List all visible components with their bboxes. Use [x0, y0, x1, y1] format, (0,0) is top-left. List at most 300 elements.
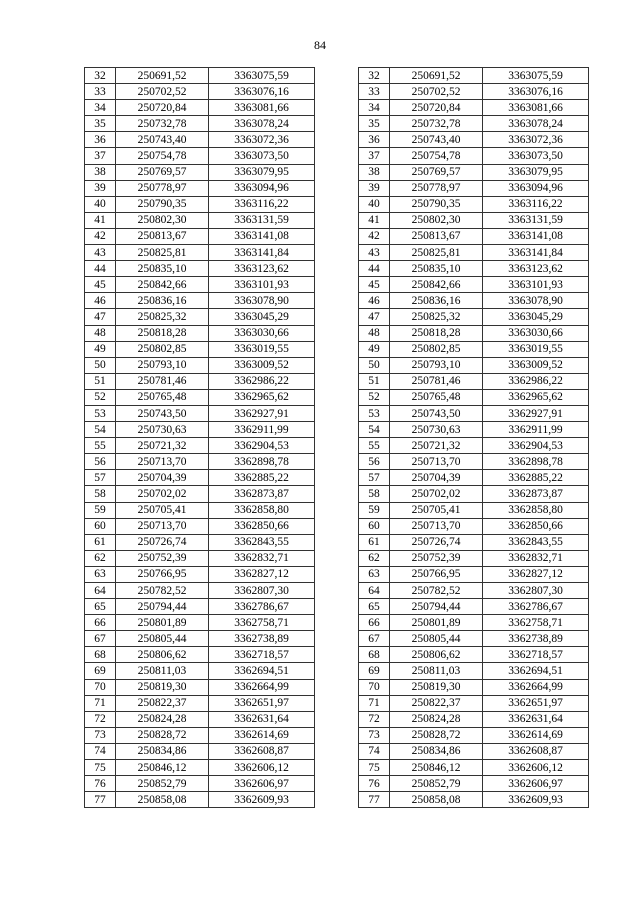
point-number-cell: 70 — [359, 679, 390, 695]
point-number-cell: 34 — [359, 100, 390, 116]
y-coordinate-cell: 3363030,66 — [209, 325, 315, 341]
y-coordinate-cell: 3362832,71 — [209, 550, 315, 566]
table-row — [85, 164, 315, 180]
x-coordinate-cell: 250834,86 — [116, 743, 209, 759]
point-number-cell: 45 — [85, 277, 116, 293]
point-number-cell: 43 — [85, 245, 116, 261]
point-number-cell: 62 — [85, 550, 116, 566]
table-row — [85, 470, 315, 486]
x-coordinate-cell: 250842,66 — [116, 277, 209, 293]
y-coordinate-cell: 3362758,71 — [209, 615, 315, 631]
y-coordinate-cell: 3363081,66 — [483, 100, 589, 116]
x-coordinate-cell: 250713,70 — [116, 518, 209, 534]
table-row — [85, 84, 315, 100]
table-row — [359, 148, 589, 164]
point-number-cell: 63 — [359, 566, 390, 582]
x-coordinate-cell: 250806,62 — [390, 647, 483, 663]
y-coordinate-cell: 3362898,78 — [209, 454, 315, 470]
y-coordinate-cell: 3363101,93 — [483, 277, 589, 293]
y-coordinate-cell: 3363073,50 — [483, 148, 589, 164]
point-number-cell: 36 — [359, 132, 390, 148]
y-coordinate-cell: 3363009,52 — [483, 357, 589, 373]
y-coordinate-cell: 3363076,16 — [209, 84, 315, 100]
table-row — [85, 116, 315, 132]
point-number-cell: 61 — [359, 534, 390, 550]
x-coordinate-cell: 250790,35 — [390, 196, 483, 212]
y-coordinate-cell: 3362718,57 — [483, 647, 589, 663]
y-coordinate-cell: 3362807,30 — [209, 583, 315, 599]
point-number-cell: 40 — [85, 196, 116, 212]
y-coordinate-cell: 3363101,93 — [209, 277, 315, 293]
y-coordinate-cell: 3363045,29 — [209, 309, 315, 325]
x-coordinate-cell: 250752,39 — [390, 550, 483, 566]
point-number-cell: 37 — [85, 148, 116, 164]
table-row — [85, 792, 315, 808]
x-coordinate-cell: 250754,78 — [116, 148, 209, 164]
x-coordinate-cell: 250743,50 — [116, 405, 209, 421]
y-coordinate-cell: 3362904,53 — [483, 438, 589, 454]
table-row — [85, 502, 315, 518]
point-number-cell: 47 — [85, 309, 116, 325]
table-row — [85, 261, 315, 277]
table-row — [359, 373, 589, 389]
point-number-cell: 43 — [359, 245, 390, 261]
table-row — [359, 180, 589, 196]
table-row — [359, 438, 589, 454]
x-coordinate-cell: 250818,28 — [116, 325, 209, 341]
point-number-cell: 47 — [359, 309, 390, 325]
x-coordinate-cell: 250802,30 — [116, 212, 209, 228]
coordinates-table-left — [84, 67, 315, 808]
x-coordinate-cell: 250825,32 — [390, 309, 483, 325]
x-coordinate-cell: 250732,78 — [390, 116, 483, 132]
y-coordinate-cell: 3362832,71 — [483, 550, 589, 566]
x-coordinate-cell: 250781,46 — [390, 373, 483, 389]
point-number-cell: 46 — [85, 293, 116, 309]
y-coordinate-cell: 3362609,93 — [209, 792, 315, 808]
x-coordinate-cell: 250846,12 — [390, 760, 483, 776]
y-coordinate-cell: 3363078,90 — [209, 293, 315, 309]
x-coordinate-cell: 250836,16 — [116, 293, 209, 309]
point-number-cell: 33 — [359, 84, 390, 100]
x-coordinate-cell: 250852,79 — [116, 776, 209, 792]
y-coordinate-cell: 3362843,55 — [209, 534, 315, 550]
x-coordinate-cell: 250793,10 — [116, 357, 209, 373]
y-coordinate-cell: 3363076,16 — [483, 84, 589, 100]
table-row — [85, 180, 315, 196]
x-coordinate-cell: 250802,30 — [390, 212, 483, 228]
x-coordinate-cell: 250813,67 — [116, 228, 209, 244]
point-number-cell: 68 — [85, 647, 116, 663]
y-coordinate-cell: 3363116,22 — [483, 196, 589, 212]
point-number-cell: 36 — [85, 132, 116, 148]
x-coordinate-cell: 250824,28 — [390, 711, 483, 727]
table-row — [85, 245, 315, 261]
point-number-cell: 68 — [359, 647, 390, 663]
y-coordinate-cell: 3362986,22 — [209, 373, 315, 389]
table-row — [85, 373, 315, 389]
x-coordinate-cell: 250811,03 — [390, 663, 483, 679]
x-coordinate-cell: 250702,52 — [390, 84, 483, 100]
y-coordinate-cell: 3362858,80 — [483, 502, 589, 518]
y-coordinate-cell: 3362664,99 — [483, 679, 589, 695]
y-coordinate-cell: 3362614,69 — [483, 727, 589, 743]
table-row — [359, 405, 589, 421]
x-coordinate-cell: 250721,32 — [390, 438, 483, 454]
x-coordinate-cell: 250754,78 — [390, 148, 483, 164]
point-number-cell: 75 — [359, 760, 390, 776]
point-number-cell: 46 — [359, 293, 390, 309]
point-number-cell: 48 — [359, 325, 390, 341]
table-row — [359, 116, 589, 132]
table-row — [85, 615, 315, 631]
y-coordinate-cell: 3363019,55 — [483, 341, 589, 357]
x-coordinate-cell: 250769,57 — [116, 164, 209, 180]
y-coordinate-cell: 3363141,84 — [209, 245, 315, 261]
x-coordinate-cell: 250782,52 — [390, 583, 483, 599]
point-number-cell: 71 — [359, 695, 390, 711]
table-row — [85, 727, 315, 743]
x-coordinate-cell: 250752,39 — [116, 550, 209, 566]
table-row — [359, 325, 589, 341]
point-number-cell: 76 — [85, 776, 116, 792]
table-row — [85, 663, 315, 679]
table-row — [359, 566, 589, 582]
x-coordinate-cell: 250704,39 — [390, 470, 483, 486]
x-coordinate-cell: 250806,62 — [116, 647, 209, 663]
point-number-cell: 51 — [359, 373, 390, 389]
table-row — [359, 583, 589, 599]
y-coordinate-cell: 3362827,12 — [483, 566, 589, 582]
y-coordinate-cell: 3362786,67 — [483, 599, 589, 615]
table-row — [85, 68, 315, 84]
point-number-cell: 55 — [359, 438, 390, 454]
x-coordinate-cell: 250846,12 — [116, 760, 209, 776]
y-coordinate-cell: 3362738,89 — [483, 631, 589, 647]
point-number-cell: 44 — [85, 261, 116, 277]
table-row — [359, 743, 589, 759]
y-coordinate-cell: 3362609,93 — [483, 792, 589, 808]
table-row — [85, 583, 315, 599]
point-number-cell: 32 — [359, 68, 390, 84]
table-row — [359, 228, 589, 244]
point-number-cell: 35 — [359, 116, 390, 132]
x-coordinate-cell: 250858,08 — [390, 792, 483, 808]
table-row — [85, 438, 315, 454]
x-coordinate-cell: 250705,41 — [116, 502, 209, 518]
x-coordinate-cell: 250702,02 — [390, 486, 483, 502]
point-number-cell: 77 — [85, 792, 116, 808]
point-number-cell: 70 — [85, 679, 116, 695]
x-coordinate-cell: 250778,97 — [390, 180, 483, 196]
table-row — [359, 647, 589, 663]
point-number-cell: 71 — [85, 695, 116, 711]
x-coordinate-cell: 250705,41 — [390, 502, 483, 518]
x-coordinate-cell: 250793,10 — [390, 357, 483, 373]
table-row — [85, 486, 315, 502]
x-coordinate-cell: 250811,03 — [116, 663, 209, 679]
x-coordinate-cell: 250822,37 — [390, 695, 483, 711]
table-row — [359, 550, 589, 566]
point-number-cell: 38 — [359, 164, 390, 180]
point-number-cell: 59 — [85, 502, 116, 518]
x-coordinate-cell: 250858,08 — [116, 792, 209, 808]
point-number-cell: 74 — [359, 743, 390, 759]
table-row — [85, 695, 315, 711]
y-coordinate-cell: 3363141,08 — [483, 228, 589, 244]
table-row — [85, 293, 315, 309]
table-row — [85, 631, 315, 647]
x-coordinate-cell: 250743,40 — [390, 132, 483, 148]
table-row — [85, 277, 315, 293]
y-coordinate-cell: 3362850,66 — [483, 518, 589, 534]
x-coordinate-cell: 250802,85 — [390, 341, 483, 357]
y-coordinate-cell: 3363123,62 — [209, 261, 315, 277]
x-coordinate-cell: 250713,70 — [390, 518, 483, 534]
point-number-cell: 67 — [359, 631, 390, 647]
y-coordinate-cell: 3362758,71 — [483, 615, 589, 631]
y-coordinate-cell: 3362965,62 — [483, 389, 589, 405]
table-row — [85, 405, 315, 421]
table-row — [359, 84, 589, 100]
table-row — [85, 518, 315, 534]
point-number-cell: 41 — [85, 212, 116, 228]
x-coordinate-cell: 250825,81 — [116, 245, 209, 261]
y-coordinate-cell: 3363131,59 — [209, 212, 315, 228]
point-number-cell: 66 — [359, 615, 390, 631]
point-number-cell: 49 — [359, 341, 390, 357]
x-coordinate-cell: 250852,79 — [390, 776, 483, 792]
table-row — [85, 325, 315, 341]
table-row — [359, 100, 589, 116]
table-row — [359, 132, 589, 148]
point-number-cell: 50 — [85, 357, 116, 373]
x-coordinate-cell: 250765,48 — [116, 389, 209, 405]
y-coordinate-cell: 3362898,78 — [483, 454, 589, 470]
point-number-cell: 48 — [85, 325, 116, 341]
x-coordinate-cell: 250766,95 — [116, 566, 209, 582]
y-coordinate-cell: 3362608,87 — [483, 743, 589, 759]
table-row — [359, 470, 589, 486]
x-coordinate-cell: 250743,40 — [116, 132, 209, 148]
table-row — [85, 309, 315, 325]
x-coordinate-cell: 250824,28 — [116, 711, 209, 727]
x-coordinate-cell: 250702,02 — [116, 486, 209, 502]
x-coordinate-cell: 250822,37 — [116, 695, 209, 711]
point-number-cell: 73 — [85, 727, 116, 743]
point-number-cell: 58 — [85, 486, 116, 502]
point-number-cell: 38 — [85, 164, 116, 180]
x-coordinate-cell: 250813,67 — [390, 228, 483, 244]
x-coordinate-cell: 250726,74 — [116, 534, 209, 550]
table-row — [359, 454, 589, 470]
table-row — [85, 647, 315, 663]
table-row — [359, 293, 589, 309]
point-number-cell: 41 — [359, 212, 390, 228]
x-coordinate-cell: 250713,70 — [390, 454, 483, 470]
x-coordinate-cell: 250818,28 — [390, 325, 483, 341]
point-number-cell: 59 — [359, 502, 390, 518]
y-coordinate-cell: 3363072,36 — [483, 132, 589, 148]
y-coordinate-cell: 3362807,30 — [483, 583, 589, 599]
x-coordinate-cell: 250702,52 — [116, 84, 209, 100]
point-number-cell: 61 — [85, 534, 116, 550]
y-coordinate-cell: 3362850,66 — [209, 518, 315, 534]
table-row — [359, 277, 589, 293]
y-coordinate-cell: 3363094,96 — [209, 180, 315, 196]
point-number-cell: 32 — [85, 68, 116, 84]
x-coordinate-cell: 250801,89 — [390, 615, 483, 631]
y-coordinate-cell: 3362873,87 — [483, 486, 589, 502]
y-coordinate-cell: 3362606,97 — [209, 776, 315, 792]
table-row — [85, 534, 315, 550]
x-coordinate-cell: 250732,78 — [116, 116, 209, 132]
point-number-cell: 51 — [85, 373, 116, 389]
x-coordinate-cell: 250834,86 — [390, 743, 483, 759]
point-number-cell: 45 — [359, 277, 390, 293]
table-row — [85, 341, 315, 357]
y-coordinate-cell: 3362904,53 — [209, 438, 315, 454]
x-coordinate-cell: 250828,72 — [116, 727, 209, 743]
point-number-cell: 39 — [85, 180, 116, 196]
table-row — [359, 309, 589, 325]
x-coordinate-cell: 250720,84 — [390, 100, 483, 116]
table-row — [359, 534, 589, 550]
y-coordinate-cell: 3362986,22 — [483, 373, 589, 389]
x-coordinate-cell: 250691,52 — [116, 68, 209, 84]
point-number-cell: 63 — [85, 566, 116, 582]
table-row — [85, 148, 315, 164]
y-coordinate-cell: 3362651,97 — [209, 695, 315, 711]
y-coordinate-cell: 3363081,66 — [209, 100, 315, 116]
x-coordinate-cell: 250743,50 — [390, 405, 483, 421]
point-number-cell: 49 — [85, 341, 116, 357]
point-number-cell: 56 — [85, 454, 116, 470]
y-coordinate-cell: 3363072,36 — [209, 132, 315, 148]
table-row — [359, 760, 589, 776]
table-row — [85, 776, 315, 792]
table-row — [359, 261, 589, 277]
x-coordinate-cell: 250819,30 — [390, 679, 483, 695]
point-number-cell: 76 — [359, 776, 390, 792]
point-number-cell: 52 — [359, 389, 390, 405]
point-number-cell: 54 — [85, 422, 116, 438]
point-number-cell: 60 — [359, 518, 390, 534]
point-number-cell: 33 — [85, 84, 116, 100]
table-row — [359, 792, 589, 808]
y-coordinate-cell: 3362965,62 — [209, 389, 315, 405]
x-coordinate-cell: 250805,44 — [390, 631, 483, 647]
y-coordinate-cell: 3362606,12 — [209, 760, 315, 776]
y-coordinate-cell: 3362786,67 — [209, 599, 315, 615]
point-number-cell: 74 — [85, 743, 116, 759]
point-number-cell: 64 — [85, 583, 116, 599]
point-number-cell: 55 — [85, 438, 116, 454]
point-number-cell: 57 — [85, 470, 116, 486]
y-coordinate-cell: 3362738,89 — [209, 631, 315, 647]
table-row — [359, 631, 589, 647]
x-coordinate-cell: 250794,44 — [116, 599, 209, 615]
point-number-cell: 69 — [359, 663, 390, 679]
table-row — [85, 357, 315, 373]
x-coordinate-cell: 250720,84 — [116, 100, 209, 116]
x-coordinate-cell: 250765,48 — [390, 389, 483, 405]
table-row — [359, 695, 589, 711]
point-number-cell: 72 — [359, 711, 390, 727]
y-coordinate-cell: 3363079,95 — [483, 164, 589, 180]
y-coordinate-cell: 3362664,99 — [209, 679, 315, 695]
point-number-cell: 53 — [359, 405, 390, 421]
x-coordinate-cell: 250730,63 — [390, 422, 483, 438]
x-coordinate-cell: 250769,57 — [390, 164, 483, 180]
x-coordinate-cell: 250801,89 — [116, 615, 209, 631]
table-row — [85, 389, 315, 405]
x-coordinate-cell: 250842,66 — [390, 277, 483, 293]
y-coordinate-cell: 3362606,97 — [483, 776, 589, 792]
y-coordinate-cell: 3362873,87 — [209, 486, 315, 502]
table-row — [85, 566, 315, 582]
y-coordinate-cell: 3362858,80 — [209, 502, 315, 518]
x-coordinate-cell: 250819,30 — [116, 679, 209, 695]
y-coordinate-cell: 3363116,22 — [209, 196, 315, 212]
table-row — [85, 711, 315, 727]
x-coordinate-cell: 250782,52 — [116, 583, 209, 599]
x-coordinate-cell: 250794,44 — [390, 599, 483, 615]
x-coordinate-cell: 250828,72 — [390, 727, 483, 743]
point-number-cell: 39 — [359, 180, 390, 196]
point-number-cell: 56 — [359, 454, 390, 470]
x-coordinate-cell: 250726,74 — [390, 534, 483, 550]
y-coordinate-cell: 3362827,12 — [209, 566, 315, 582]
x-coordinate-cell: 250805,44 — [116, 631, 209, 647]
table-row — [85, 679, 315, 695]
y-coordinate-cell: 3362694,51 — [483, 663, 589, 679]
y-coordinate-cell: 3363141,84 — [483, 245, 589, 261]
table-row — [359, 663, 589, 679]
table-row — [359, 389, 589, 405]
x-coordinate-cell: 250730,63 — [116, 422, 209, 438]
point-number-cell: 42 — [85, 228, 116, 244]
y-coordinate-cell: 3363094,96 — [483, 180, 589, 196]
y-coordinate-cell: 3362885,22 — [483, 470, 589, 486]
y-coordinate-cell: 3363123,62 — [483, 261, 589, 277]
table-row — [359, 776, 589, 792]
table-row — [85, 743, 315, 759]
point-number-cell: 34 — [85, 100, 116, 116]
y-coordinate-cell: 3362608,87 — [209, 743, 315, 759]
point-number-cell: 66 — [85, 615, 116, 631]
point-number-cell: 64 — [359, 583, 390, 599]
point-number-cell: 44 — [359, 261, 390, 277]
table-row — [359, 518, 589, 534]
table-row — [85, 550, 315, 566]
point-number-cell: 60 — [85, 518, 116, 534]
table-row — [85, 599, 315, 615]
y-coordinate-cell: 3363078,90 — [483, 293, 589, 309]
table-row — [359, 486, 589, 502]
point-number-cell: 65 — [85, 599, 116, 615]
point-number-cell: 52 — [85, 389, 116, 405]
table-row — [85, 422, 315, 438]
point-number-cell: 54 — [359, 422, 390, 438]
point-number-cell: 72 — [85, 711, 116, 727]
y-coordinate-cell: 3362911,99 — [483, 422, 589, 438]
table-row — [85, 132, 315, 148]
x-coordinate-cell: 250691,52 — [390, 68, 483, 84]
x-coordinate-cell: 250778,97 — [116, 180, 209, 196]
y-coordinate-cell: 3362631,64 — [483, 711, 589, 727]
x-coordinate-cell: 250835,10 — [390, 261, 483, 277]
